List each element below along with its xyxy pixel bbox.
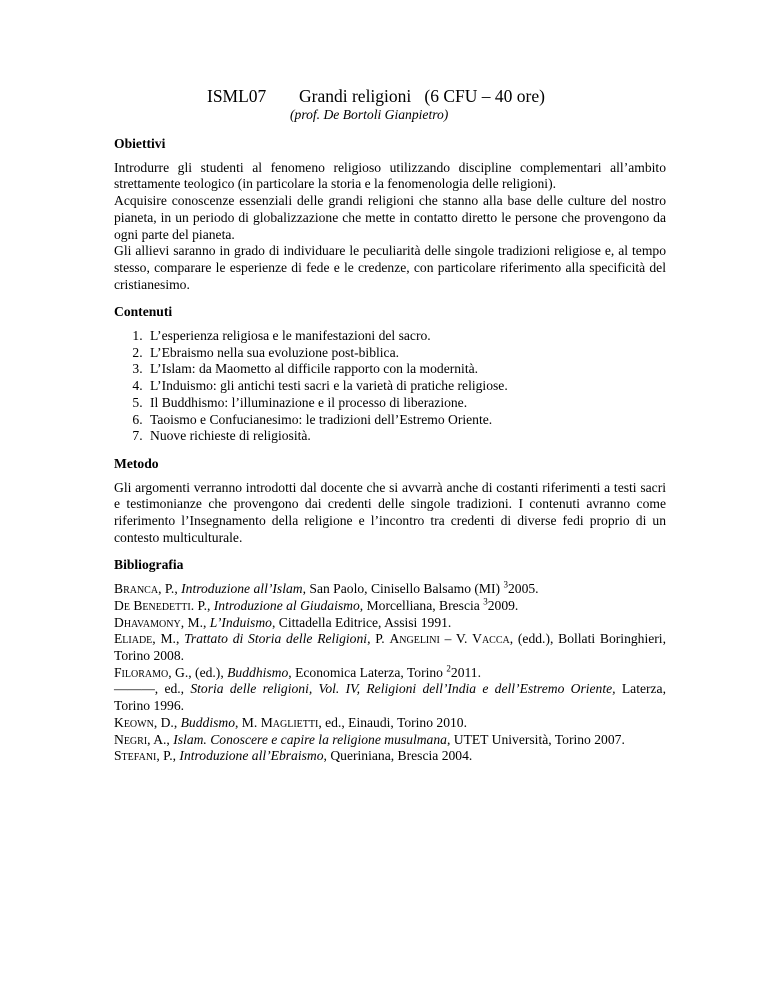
paragraph: Gli allievi saranno in grado di individuare le peculiarità delle singole tradizioni religiose e, al tempo stesso, comparare le esperienze di fede e le credenze, con particolare riferimento alla specificità del cristianesimo. [114,243,666,292]
author: Branca [114,581,159,597]
list-item: 5. Il Buddhismo: l’illuminazione e il processo di liberazione. [146,395,666,412]
bibliography-entry: Branca, P., Introduzione all’Islam, San Paolo, Cinisello Balsamo (MI) $^3$2005. [114,579,539,597]
bibliography-entry: Eliade, M., Trattato di Storia delle Religioni, P. Angelini – V. Vacca, (edd.), Bollati Boringhieri, Torino 2008. [114,631,666,663]
list-item: 1. L’esperienza religiosa e le manifestazioni del sacro. [146,328,666,345]
work-title: Islam. Conoscere e capire la religione musulmana [173,731,447,747]
work-title: Buddismo [180,714,235,730]
bibliography-entry: Keown, D., Buddismo, M. Maglietti, ed., Einaudi, Torino 2010. [114,714,468,730]
work-title: Introduzione all’Islam [181,581,303,597]
bibliography-entry: Negri, A., Islam. Conoscere e capire la religione musulmana, UTET Università, Torino 2007. [114,731,625,747]
section-heading: Obiettivi [114,136,166,151]
work-title: L’Induismo [209,614,272,630]
section-contenuti [114,304,666,445]
section-obiettivi [114,136,666,293]
list-item: 6. Taoismo e Confucianesimo: le tradizioni dell’Estremo Oriente. [146,412,666,429]
author: ——— [114,681,155,697]
list-item: 2. L’Ebraismo nella sua evoluzione post-biblica. [146,345,666,362]
author: Filoramo [114,664,169,680]
paragraph: Acquisire conoscenze essenziali delle grandi religioni che stanno alla base delle culture del nostro pianeta, in un periodo di globalizzazione che mette in contatto diretto le persone che provengono da ogni parte del pianeta. [114,193,666,242]
list-item: 4. L’Induismo: gli antichi testi sacri e la varietà di pratiche religiose. [146,378,666,395]
bibliography-entry: Dhavamony, M., L’Induismo, Cittadella Editrice, Assisi 1991. [114,614,452,630]
work-title: Buddhismo [227,664,289,680]
work-title: Introduzione al Giudaismo [213,597,360,613]
contents-list [114,328,666,445]
course-code: ISML07 [207,86,267,106]
section-heading: Metodo [114,455,159,471]
author: Keown [114,714,154,730]
paragraph: Introdurre gli studenti al fenomeno religioso utilizzando discipline complementari all’ambito strettamente teologico (in particolare la storia e la fenomenologia delle religioni). [114,159,666,192]
list-item: 3. L’Islam: da Maometto al difficile rapporto con la modernità. [146,361,666,378]
work-title: Introduzione all’Ebraismo [179,748,324,764]
bibliography-entry: De Benedetti. P., Introduzione al Giudaismo, Morcelliana, Brescia $^3$2009. [114,596,519,613]
list-item: 7. Nuove richieste di religiosità. [146,428,666,445]
document-body [114,136,666,776]
author: Eliade [114,631,153,647]
course-name: Grandi religioni (6 CFU – 40 ore) [299,86,545,106]
bibliography-entry: ———, ed., Storia delle religioni, Vol. IV, Religioni dell’India e dell’Estremo Oriente, Laterza, Torino 1996. [114,681,666,714]
work-title: Storia delle religioni, Vol. IV, Religioni dell’India e dell’Estremo Oriente, [190,681,616,697]
section-heading: Bibliografia [114,557,184,573]
author: Stefani [114,748,157,764]
bibliography-entry: Stefani, P., Introduzione all’Ebraismo, Queriniana, Brescia 2004. [114,748,473,764]
professor-name: (prof. De Bortoli Gianpietro) [290,107,449,122]
author: De Benedetti [114,597,191,613]
author: Negri [114,731,148,747]
section-heading: Contenuti [114,304,173,320]
section-metodo [114,456,666,547]
author: Dhavamony [114,614,181,630]
section-bibliografia [114,557,666,764]
work-title: Trattato di Storia delle Religioni [184,631,368,647]
bibliography-entry: Filoramo, G., (ed.), Buddhismo, Economica Laterza, Torino $^2$2011. [114,663,481,680]
paragraph: Gli argomenti verranno introdotti dal docente che si avvarrà anche di costanti riferimenti a testi sacri e testimonianze che provengono dai credenti delle singole tradizioni. I contenuti avranno come riferimento l’Insegnamento della religione e l’incontro tra credenti di diverse fedi proprio di un contesto multiculturale. [114,479,666,545]
